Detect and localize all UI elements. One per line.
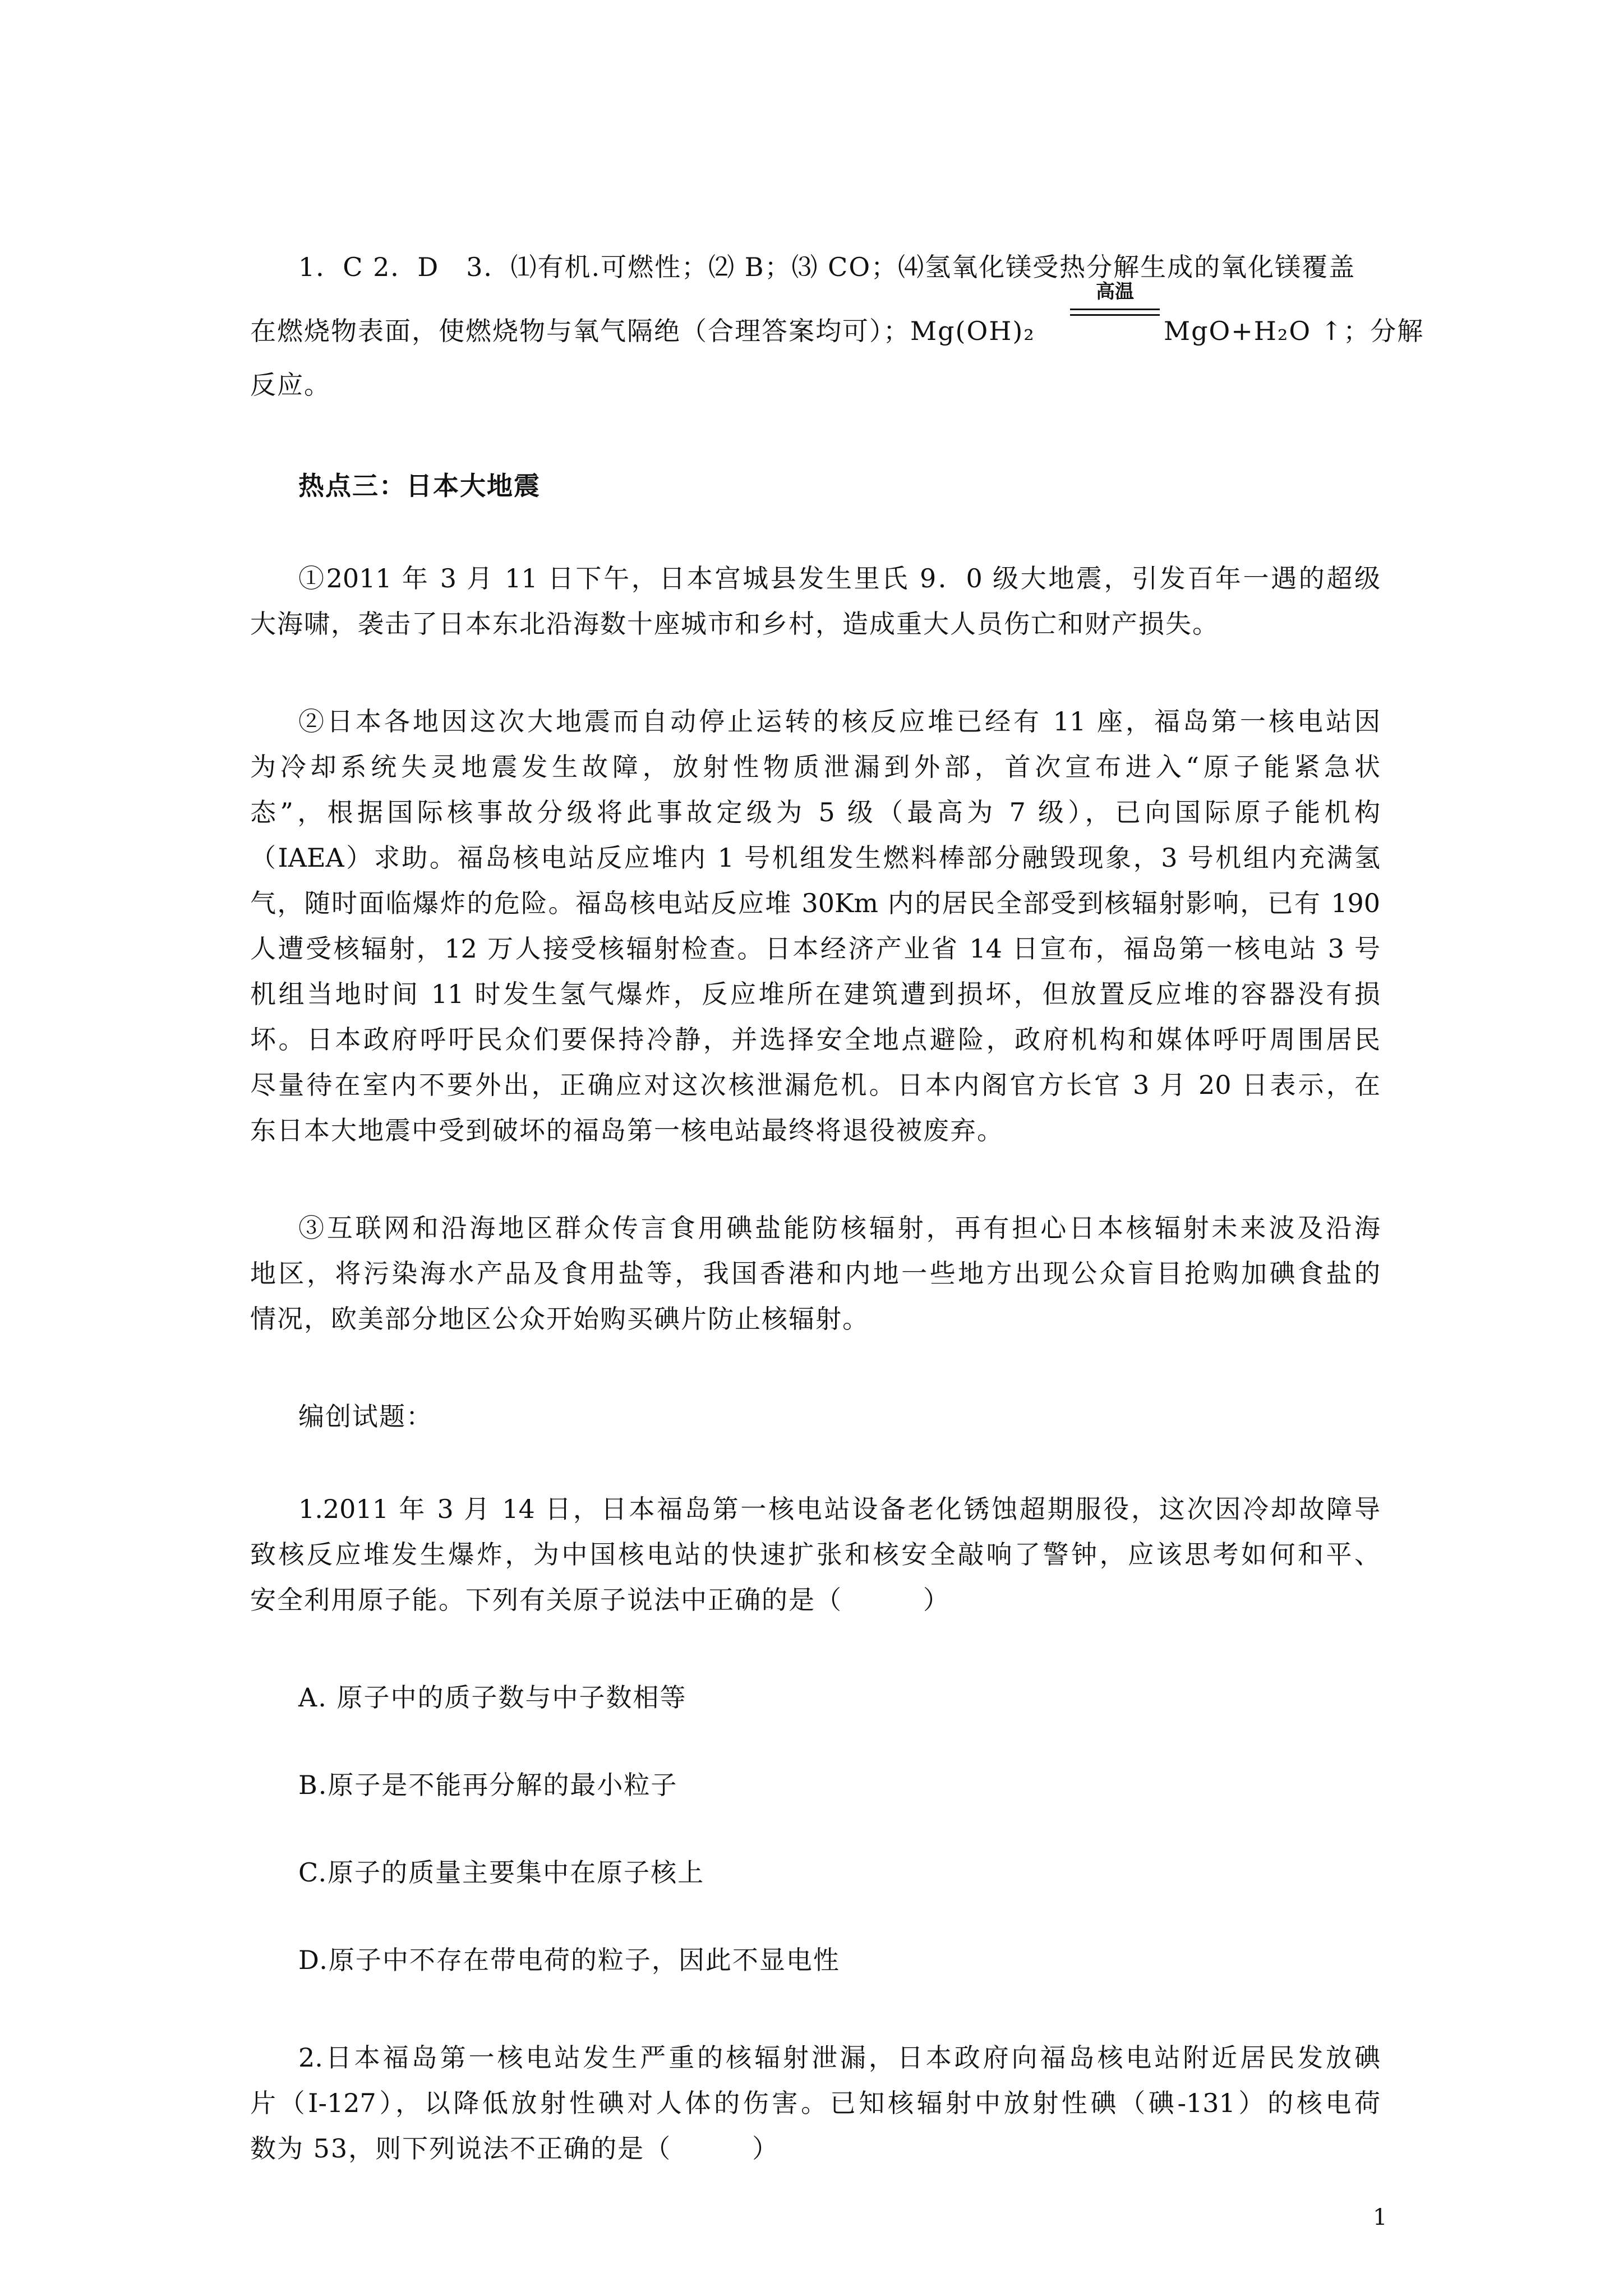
paragraph2-line-7: 机组当地时间 11 时发生氢气爆炸，反应堆所在建筑遭到损坏，但放置反应堆的容器没有损 <box>250 979 1380 1009</box>
paragraph2-line-5: 气，随时面临爆炸的危险。福岛核电站反应堆 30Km 内的居民全部受到核辐射影响，已有 190 <box>250 888 1380 918</box>
hotspot-title: 热点三：日本大地震 <box>298 471 541 501</box>
question1-option-b: B.原子是不能再分解的最小粒子 <box>298 1770 678 1800</box>
reaction-arrow <box>1070 280 1160 320</box>
paragraph2-line-1: ②日本各地因这次大地震而自动停止运转的核反应堆已经有 11 座，福岛第一核电站因 <box>298 706 1380 737</box>
paragraph2-line-6: 人遭受核辐射，12 万人接受核辐射检查。日本经济产业省 14 日宣布，福岛第一核电站 3 号 <box>250 933 1380 964</box>
paragraph3-line-1: ③互联网和沿海地区群众传言食用碘盐能防核辐射，再有担心日本核辐射未来波及沿海 <box>298 1213 1380 1243</box>
question1-stem-line-3: 安全利用原子能。下列有关原子说法中正确的是（ ） <box>250 1585 950 1615</box>
paragraph2-line-9: 尽量待在室内不要外出，正确应对这次核泄漏危机。日本内阁官方长官 3 月 20 日表示，在 <box>250 1070 1380 1100</box>
reaction-condition: 高温 <box>1096 280 1134 303</box>
page-number: 1 <box>1373 2205 1387 2230</box>
paragraph1-line-1: ①2011 年 3 月 11 日下午，日本宫城县发生里氏 9．0 级大地震，引发百年一遇的超级 <box>298 563 1380 593</box>
question2-stem-line-3: 数为 53，则下列说法不正确的是（ ） <box>250 2133 780 2164</box>
answer-line-1: 1．C 2．D 3．⑴有机.可燃性；⑵ B；⑶ CO；⑷氢氧化镁受热分解生成的氧化镁覆盖 <box>298 252 1356 282</box>
question2-stem-line-1: 2.日本福岛第一核电站发生严重的核辐射泄漏，日本政府向福岛核电站附近居民发放碘 <box>298 2042 1380 2073</box>
section-label: 编创试题： <box>298 1401 433 1432</box>
paragraph1-line-2: 大海啸，袭击了日本东北沿海数十座城市和乡村，造成重大人员伤亡和财产损失。 <box>250 609 1219 639</box>
question1-option-c: C.原子的质量主要集中在原子核上 <box>298 1857 705 1888</box>
paragraph2-line-4: （IAEA）求助。福岛核电站反应堆内 1 号机组发生燃料棒部分融毁现象，3 号机组内充满氢 <box>250 843 1380 873</box>
arrow-line-top <box>1070 309 1160 310</box>
question1-stem-line-1: 1.2011 年 3 月 14 日，日本福岛第一核电站设备老化锈蚀超期服役，这次因冷却故障导 <box>298 1494 1380 1524</box>
answer-line-2-right: MgO+H₂O ↑；分解 <box>1164 316 1424 346</box>
paragraph2-line-8: 坏。日本政府呼吁民众们要保持冷静，并选择安全地点避险，政府机构和媒体呼吁周围居民 <box>250 1024 1380 1055</box>
paragraph2-line-10: 东日本大地震中受到破坏的福岛第一核电站最终将退役被废弃。 <box>250 1115 1004 1145</box>
question1-option-d: D.原子中不存在带电荷的粒子，因此不显电性 <box>298 1945 840 1975</box>
paragraph2-line-2: 为冷却系统失灵地震发生故障，放射性物质泄漏到外部，首次宣布进入“原子能紧急状 <box>250 752 1380 782</box>
paragraph3-line-3: 情况，欧美部分地区公众开始购买碘片防止核辐射。 <box>250 1304 869 1334</box>
paragraph3-line-2: 地区，将污染海水产品及食用盐等，我国香港和内地一些地方出现公众盲目抢购加碘食盐的 <box>250 1258 1380 1289</box>
arrow-line-bottom <box>1070 314 1160 316</box>
question2-stem-line-2: 片（I-127），以降低放射性碘对人体的伤害。已知核辐射中放射性碘（碘-131）的核电荷 <box>250 2088 1380 2118</box>
answer-line-3: 反应。 <box>250 370 331 400</box>
question1-option-a: A. 原子中的质子数与中子数相等 <box>298 1682 687 1713</box>
question1-stem-line-2: 致核反应堆发生爆炸，为中国核电站的快速扩张和核安全敲响了警钟，应该思考如何和平、 <box>250 1539 1380 1570</box>
paragraph2-line-3: 态”，根据国际核事故分级将此事故定级为 5 级（最高为 7 级），已向国际原子能机构 <box>250 797 1380 827</box>
answer-line-2-left: 在燃烧物表面，使燃烧物与氧气隔绝（合理答案均可）；Mg(OH)₂ <box>250 316 1035 346</box>
